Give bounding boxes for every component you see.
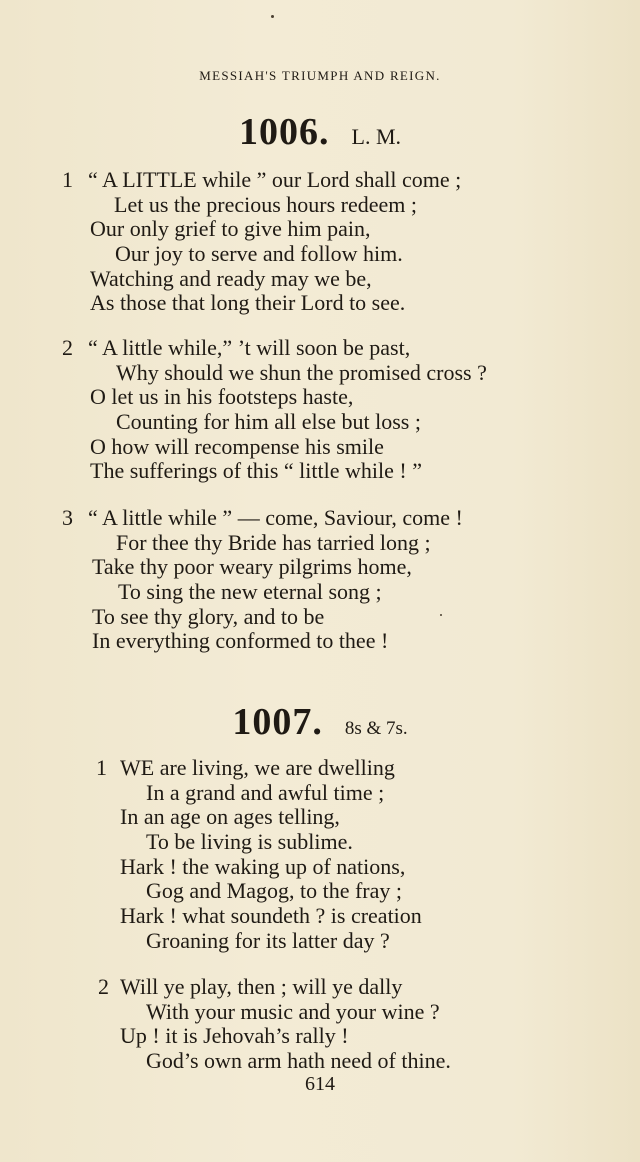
verse-text: With your music and your wine ? xyxy=(146,998,440,1024)
verse-text: Take thy poor weary pilgrims home, xyxy=(92,554,412,580)
verse-text: In everything conformed to thee ! xyxy=(92,628,389,654)
stanza-number: 3 xyxy=(62,505,73,530)
hymn-1006-heading xyxy=(0,110,640,154)
verse-text: God’s own arm hath need of thine. xyxy=(146,1048,451,1074)
verse-text: O how will recompense his smile xyxy=(90,433,384,459)
stanza-number: 2 xyxy=(62,335,73,360)
verse-text: To be living is sublime. xyxy=(146,829,353,855)
hymn-number: 1006. xyxy=(239,111,330,153)
verse-text: To see thy glory, and to be xyxy=(92,603,325,629)
verse-text: WE are living, we are dwelling xyxy=(120,755,395,780)
running-head: MESSIAH'S TRIUMPH AND REIGN. xyxy=(199,68,441,83)
hymn-1007-heading xyxy=(0,700,640,744)
verse-text: Will ye play, then ; will ye dally xyxy=(120,974,403,999)
hymn-meter: 8s & 7s. xyxy=(344,718,408,739)
verse-text: In a grand and awful time ; xyxy=(146,779,385,805)
verse-text: Hark ! the waking up of nations, xyxy=(120,853,406,879)
page-number: 614 xyxy=(305,1073,335,1095)
hymn-number: 1007. xyxy=(232,701,323,743)
stanza-number: 2 xyxy=(98,974,109,999)
verse-text: Our only grief to give him pain, xyxy=(90,216,371,242)
verse-text: Groaning for its latter day ? xyxy=(146,927,390,953)
stanza-number: 1 xyxy=(96,755,107,780)
verse-text: Gog and Magog, to the fray ; xyxy=(146,878,402,904)
verse-text: O let us in his footsteps haste, xyxy=(90,384,354,410)
verse-text: To sing the new eternal song ; xyxy=(118,579,382,605)
verse-text: Watching and ready may we be, xyxy=(90,265,372,291)
verse-text: For thee thy Bride has tarried long ; xyxy=(116,529,431,555)
verse-text: “ A little while ” — come, Saviour, come ! xyxy=(88,505,463,530)
verse-text: Let us the precious hours redeem ; xyxy=(114,191,418,217)
verse-text: Why should we shun the promised cross ? xyxy=(116,359,487,385)
verse-text: “ A little while,” ’t will soon be past, xyxy=(88,335,411,360)
ink-speck xyxy=(271,15,274,18)
verse-text: Counting for him all else but loss ; xyxy=(116,409,421,435)
verse-text: Hark ! what soundeth ? is creation xyxy=(120,903,422,929)
verse-text: Up ! it is Jehovah’s rally ! xyxy=(120,1023,349,1049)
verse-text: As those that long their Lord to see. xyxy=(90,290,406,316)
verse-text: Our joy to serve and follow him. xyxy=(115,241,403,267)
ink-speck xyxy=(440,614,442,616)
verse-text: In an age on ages telling, xyxy=(120,804,340,830)
verse-text: “ A LITTLE while ” our Lord shall come ; xyxy=(88,167,462,192)
stanza-number: 1 xyxy=(62,167,73,192)
verse-text: The sufferings of this “ little while ! ” xyxy=(90,458,422,484)
hymn-meter: L. M. xyxy=(351,124,401,149)
